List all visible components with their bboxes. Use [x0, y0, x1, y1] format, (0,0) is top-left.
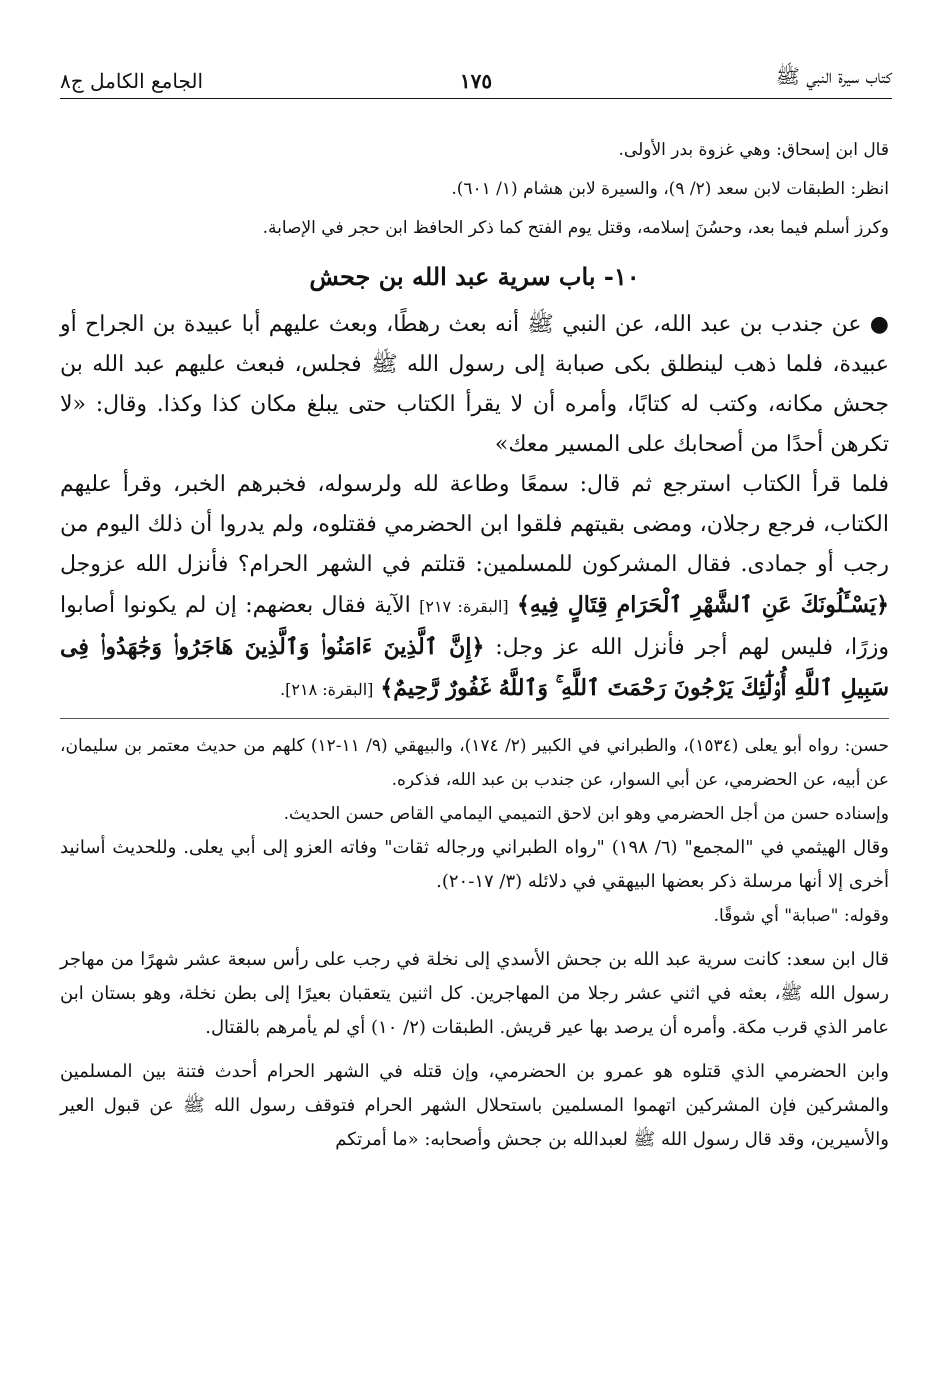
note-paragraph: حسن: رواه أبو يعلى (١٥٣٤)، والطبراني في الكبير (٢/ ١٧٤)، والبيهقي (٩/ ١١-١٢) كلهم من حديث معتمر بن سليمان، عن أبيه، عن الحضرمي، عن أبي السوار، عن جندب بن عبد الله، فذكره.: [60, 736, 889, 790]
verse-reference: [البقرة: ٢١٧]: [419, 597, 509, 616]
running-header: [60, 62, 892, 99]
verse-reference: [البقرة: ٢١٨].: [280, 680, 374, 699]
note-paragraph: وإسناده حسن من أجل الحضرمي وهو ابن لاحق التميمي اليمامي القاص حسن الحديث.: [283, 804, 889, 824]
footnote-line: انظر: الطبقات لابن سعد (٢/ ٩)، والسيرة لابن هشام (١/ ٦٠١).: [451, 179, 889, 199]
hadith-text-segment: الآية فقال بعضهم: إن لم يكونوا أصابوا وزرًا، فليس لهم أجر فأنزل الله عز وجل:: [60, 593, 889, 660]
page-content: [60, 132, 889, 1157]
spacer: [60, 933, 889, 943]
takhrij-notes: [60, 729, 889, 1157]
hadith-text-segment: فلما قرأ الكتاب استرجع ثم قال: سمعًا وطاعة لله ولرسوله، فخبرهم الخبر، وقرأ عليهم الكتاب، فرجع رجلان، ومضى بقيتهم فلقوا ابن الحضرمي فقتلوه، ولم يدروا أن ذلك اليوم من رجب أو جمادى. فقال المشركون للمسلمين: قتلتم في الشهر الحرام؟ فأنزل الله عزوجل: [60, 472, 889, 577]
previous-footnotes: [60, 132, 889, 247]
note-paragraph: وقوله: "صبابة" أي شوقًا.: [713, 906, 889, 926]
hadith-paragraph: ● عن جندب بن عبد الله، عن النبي ﷺ أنه بعث رهطًا، وبعث عليهم أبا عبيدة بن الجراح أو عبيدة، فلما ذهب لينطلق بكى صبابة إلى رسول الله ﷺ فجلس، فبعث عليهم عبد الله بن جحش مكانه، وكتب له كتابًا، وأمره أن لا يقرأ الكتاب حتى يبلغ مكان كذا وكذا. وقال: «لا تكرهن أحدًا من أصحابك على المسير معك»: [60, 312, 889, 457]
note-paragraph: وقال الهيثمي في "المجمع" (٦/ ١٩٨) "رواه الطبراني ورجاله ثقات" وفاته العزو إلى أبي يعلى. وللحديث أسانيد أخرى إلا أنها مرسلة ذكر بعضها البيهقي في دلائله (٣/ ١٧-٢٠).: [60, 837, 889, 892]
quran-verse: ﴿إِنَّ ٱلَّذِينَ ءَامَنُوا۟ وَٱلَّذِينَ هَاجَرُوا۟ وَجَٰهَدُوا۟ فِى سَبِيلِ ٱللَّهِ أُو۟لَٰٓئِكَ يَرْجُونَ رَحْمَتَ ٱللَّهِ ۚ وَٱللَّهُ غَفُورٌ رَّحِيمٌ﴾: [60, 634, 889, 701]
header-volume-title: الجامع الكامل ج٨: [60, 69, 204, 93]
note-paragraph: قال ابن سعد: كانت سرية عبد الله بن جحش الأسدي إلى نخلة في رجب على رأس سبعة عشر شهرًا من مهاجر رسول الله ﷺ، بعثه في اثني عشر رجلا من المهاجرين. كل اثنين يتعقبان بعيرًا إلى بطن نخلة، وهو بستان ابن عامر الذي قرب مكة. وأمره أن يرصد بها عير قريش. الطبقات (٢/ ١٠) أي لم يأمرهم بالقتال.: [60, 949, 889, 1038]
note-paragraph: وابن الحضرمي الذي قتلوه هو عمرو بن الحضرمي، وإن قتله في الشهر الحرام أحدث فتنة بين المسلمين والمشركين فإن المشركين اتهموا المسلمين باستحلال الشهر الحرام فتوقف رسول الله ﷺ عن قبول العير والأسيرين، وقد قال رسول الله ﷺ لعبدالله بن جحش وأصحابه: «ما أمرتكم: [60, 1061, 889, 1150]
header-book-title: كتاب سيرة النبي ﷺ: [775, 64, 892, 88]
divider: [60, 718, 889, 719]
hadith-text: [60, 305, 889, 710]
hadith-paragraph: [60, 465, 889, 710]
quran-verse: ﴿يَسْـَٔلُونَكَ عَنِ ٱلشَّهْرِ ٱلْحَرَامِ قِتَالٍ فِيهِ﴾: [516, 592, 890, 618]
page-number: ١٧٥: [459, 69, 493, 93]
chapter-title: ١٠- باب سرية عبد الله بن جحش: [309, 262, 640, 291]
footnote-line: قال ابن إسحاق: وهي غزوة بدر الأولى.: [618, 140, 889, 160]
spacer: [60, 1045, 889, 1055]
footnote-line: وكرز أسلم فيما بعد، وحسُنَ إسلامه، وقتل يوم الفتح كما ذكر الحافظ ابن حجر في الإصابة.: [262, 218, 889, 238]
